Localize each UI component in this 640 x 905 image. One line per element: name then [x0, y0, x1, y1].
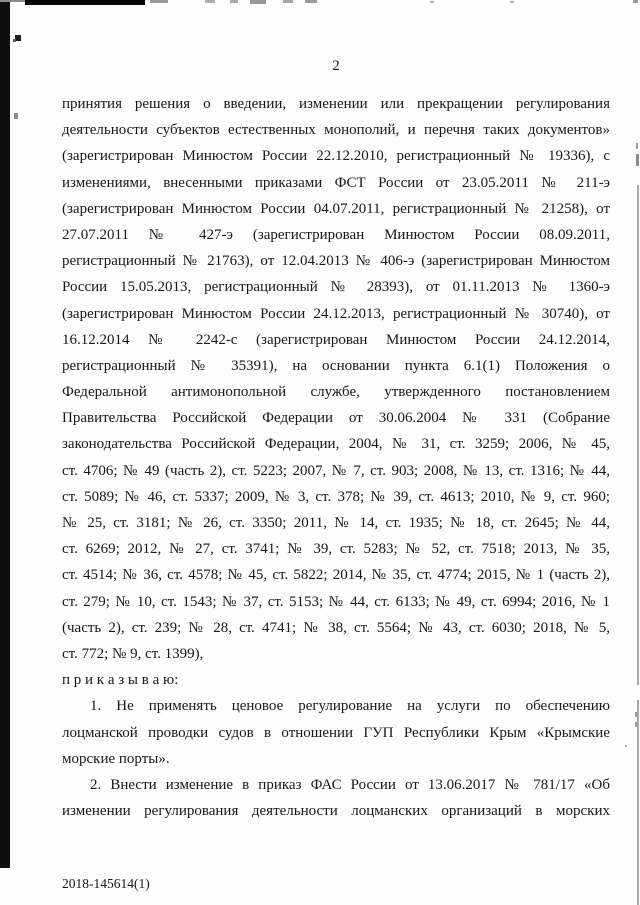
text-line: ст. 4514; № 36, ст. 4578; № 45, ст. 5822; 2014, № 35, ст. 4774; 2015, № 1 (часть 2), — [62, 567, 610, 584]
page-number: 2 — [332, 58, 340, 74]
text-line: ст. 6269; 2012, № 27, ст. 3741; № 39, ст. 5283; № 52, ст. 7518; 2013, № 35, — [62, 541, 610, 558]
scan-artifact-right-dot — [625, 745, 627, 747]
text-line: № 25, ст. 3181; № 26, ст. 3350; 2011, № 14, ст. 1935; № 18, ст. 2645; № 44, — [62, 515, 610, 531]
text-line: России 15.05.2013, регистрационный № 28393), от 01.11.2013 № 1360-э — [62, 279, 610, 296]
text-line: ст. 772; № 9, ст. 1399), — [62, 645, 204, 662]
scan-artifact-top-dash — [283, 0, 293, 3]
text-line: деятельности субъектов естественных монополий, и перечня таких документов» — [62, 122, 610, 139]
scan-artifact-top-line — [0, 0, 105, 2]
scan-artifact-top-dash — [205, 0, 215, 3]
scan-artifact-top-dot — [430, 1, 434, 3]
text-line: изменениями, внесенными приказами ФСТ России от 23.05.2011 № 211-э — [62, 174, 610, 191]
scan-artifact-right-dash — [635, 722, 637, 727]
scan-artifact-top-dot — [510, 1, 514, 3]
text-line: регистрационный № 35391), на основании пункта 6.1(1) Положения о — [62, 357, 610, 374]
text-line: (зарегистрирован Минюстом России 04.07.2011, регистрационный № 21258), от — [62, 200, 610, 217]
scan-artifact-left-edge-bar — [0, 0, 10, 868]
text-line: регистрационный № 21763), от 12.04.2013 № 406-э (зарегистрирован Минюстом — [62, 253, 610, 270]
text-line: Правительства Российской Федерации от 30.06.2004 № 331 (Собрание — [62, 410, 610, 427]
text-line: Федеральной антимонопольной службе, утвержденного постановлением — [62, 384, 610, 401]
footer-document-code: 2018-145614(1) — [62, 876, 150, 891]
scan-artifact-right-edge-line — [637, 185, 639, 685]
scan-artifact-top-dash — [230, 0, 238, 3]
text-line: ст. 5089; № 46, ст. 5337; 2009, № 3, ст. 378; № 39, ст. 4613; 2010, № 9, ст. 960; — [62, 488, 610, 505]
scan-artifact-speck — [15, 35, 21, 41]
scan-artifact-top-dash — [250, 0, 266, 4]
text-line: изменении регулирования деятельности лоцманских организаций в морских — [62, 803, 610, 820]
scan-artifact-top-dash — [305, 0, 317, 3]
scan-artifact-speck — [14, 113, 18, 119]
scan-artifact-right-edge-line — [637, 700, 639, 905]
scan-artifact-top-dash — [150, 0, 168, 3]
text-line: ст. 4706; № 49 (часть 2), ст. 5223; 2007, № 7, ст. 903; 2008, № 13, ст. 1316; № 44, — [62, 462, 610, 479]
scan-artifact-top-black-segment — [25, 0, 145, 5]
scan-artifact-top-dot — [633, 0, 638, 3]
text-line: 2. Внести изменение в приказ ФАС России от 13.06.2017 № 781/17 «Об — [90, 776, 610, 793]
scan-artifact-right-dash — [636, 154, 639, 166]
text-line: лоцманской проводки судов в отношении ГУП Республики Крым «Крымские — [62, 724, 610, 741]
text-line: (зарегистрирован Минюстом России 22.12.2010, регистрационный № 19336), с — [62, 148, 610, 165]
text-line: (зарегистрирован Минюстом России 24.12.2013, регистрационный № 30740), от — [62, 305, 610, 322]
text-line: 1. Не применять ценовое регулирование на услуги по обеспечению — [90, 698, 610, 715]
text-line: законодательства Российской Федерации, 2004, № 31, ст. 3259; 2006, № 45, — [62, 436, 610, 453]
text-line: ст. 279; № 10, ст. 1543; № 37, ст. 5153; № 44, ст. 6133; № 49, ст. 6994; 2016, № 1 — [62, 593, 610, 610]
scan-artifact-right-dash — [636, 143, 638, 149]
document-body — [62, 91, 610, 824]
text-line: принятия решения о введении, изменении или прекращении регулирования — [62, 96, 610, 112]
text-line: 16.12.2014 № 2242-с (зарегистрирован Минюстом России 24.12.2014, — [62, 331, 610, 348]
text-line: 27.07.2011 № 427-э (зарегистрирован Минюстом России 08.09.2011, — [62, 226, 610, 243]
scan-artifact-right-dash — [635, 712, 637, 717]
text-line: морские порты». — [62, 750, 170, 767]
text-line: (часть 2), ст. 239; № 28, ст. 4741; № 38, ст. 5564; № 43, ст. 6030; 2018, № 5, — [62, 619, 610, 636]
text-line: п р и к а з ы в а ю: — [62, 672, 179, 689]
